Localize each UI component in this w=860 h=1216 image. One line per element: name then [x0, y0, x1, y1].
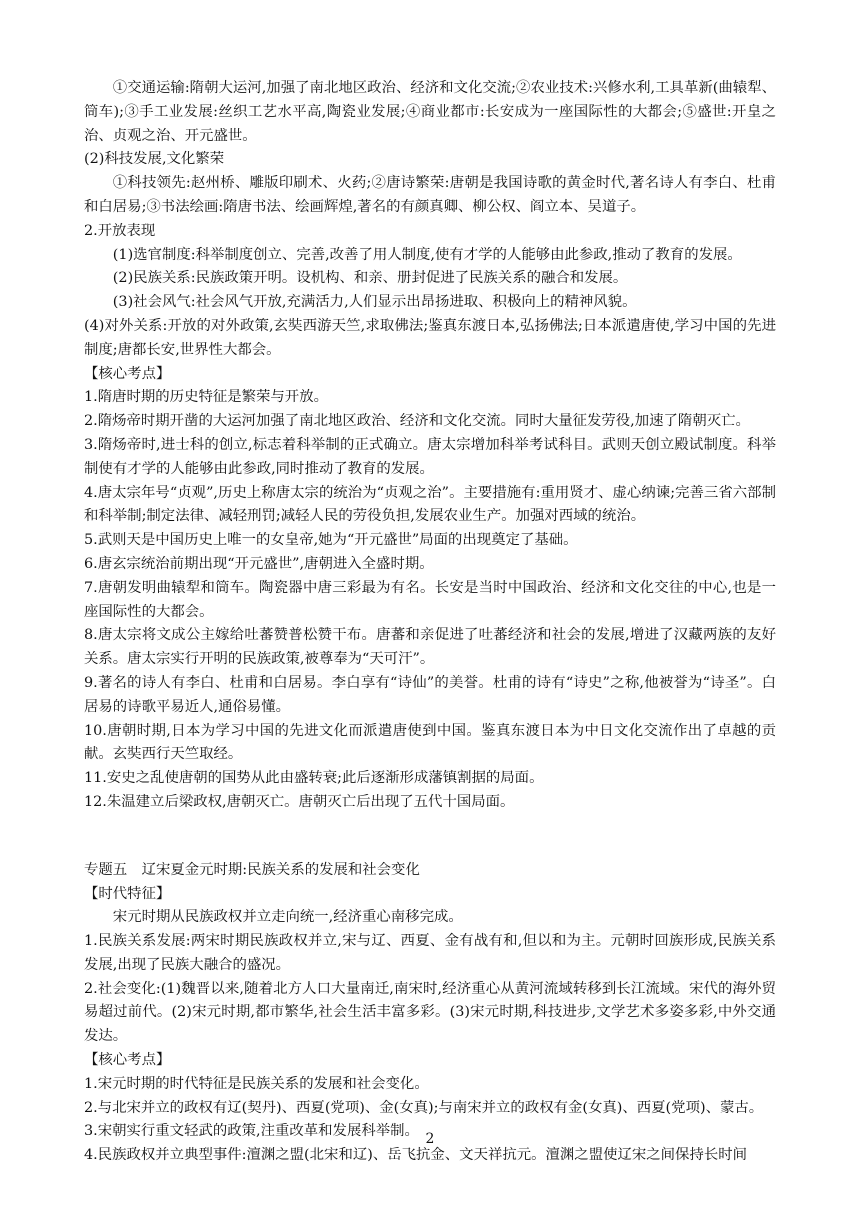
paragraph: 1.民族关系发展:两宋时期民族政权并立,宋与辽、西夏、金有战有和,但以和为主。元朝时回族形成,民族关系发展,出现了民族大融合的盛况。 [84, 933, 776, 973]
paragraph: (3)社会风气:社会风气开放,充满活力,人们显示出昂扬进取、积极向上的精神风貌。 [112, 294, 637, 311]
page-number: 2 [425, 1131, 435, 1147]
paragraph: 5.武则天是中国历史上唯一的女皇帝,她为“开元盛世”局面的出现奠定了基础。 [84, 532, 578, 549]
paragraph: 4.民族政权并立典型事件:澶渊之盟(北宋和辽)、岳飞抗金、文天祥抗元。澶渊之盟使辽宋之间保持长时间 [84, 1147, 747, 1164]
paragraph: 【核心考点】 [84, 365, 171, 382]
paragraph: 【时代特征】 [84, 885, 171, 902]
paragraph: 1.隋唐时期的历史特征是繁荣与开放。 [84, 389, 328, 406]
paragraph: (2)民族关系:民族政策开明。设机构、和亲、册封促进了民族关系的融合和发展。 [112, 270, 628, 287]
paragraph: 11.安史之乱使唐朝的国势从此由盛转衰;此后逐渐形成藩镇割据的局面。 [84, 770, 544, 787]
paragraph: 10.唐朝时期,日本为学习中国的先进文化而派遣唐使到中国。鉴真东渡日本为中日文化交流作出了卓越的贡献。玄奘西行天竺取经。 [84, 722, 776, 763]
paragraph: 3.隋炀帝时,进士科的创立,标志着科举制的正式确立。唐太宗增加科举考试科目。武则天创立殿试制度。科举制使有才学的人能够由此参政,同时推动了教育的发展。 [84, 436, 776, 477]
paragraph: 6.唐玄宗统治前期出现“开元盛世”,唐朝进入全盛时期。 [84, 555, 434, 572]
paragraph: 2.与北宋并立的政权有辽(契丹)、西夏(党项)、金(女真);与南宋并立的政权有金(女真)、西夏(党项)、蒙古。 [84, 1099, 764, 1116]
paragraph: 【核心考点】 [84, 1052, 171, 1069]
paragraph: 8.唐太宗将文成公主嫁给吐蕃赞普松赞干布。唐蕃和亲促进了吐蕃经济和社会的发展,增进了汉藏两族的友好关系。唐太宗实行开明的民族政策,被尊奉为“天可汗”。 [84, 627, 776, 668]
paragraph: (4)对外关系:开放的对外政策,玄奘西游天竺,求取佛法;鉴真东渡日本,弘扬佛法;日本派遣唐使,学习中国的先进制度;唐都长安,世界性大都会。 [84, 317, 776, 358]
paragraph: 2.社会变化:(1)魏晋以来,随着北方人口大量南迁,南宋时,经济重心从黄河流域转移到长江流域。宋代的海外贸易超过前代。(2)宋元时期,都市繁华,社会生活丰富多彩。(3)宋元时期,科技进步,文学艺术多姿多彩,中外交通发达。 [84, 980, 776, 1045]
paragraph: 9.著名的诗人有李白、杜甫和白居易。李白享有“诗仙”的美誉。杜甫的诗有“诗史”之称,他被誉为“诗圣”。白居易的诗歌平易近人,通俗易懂。 [84, 674, 776, 715]
paragraph: 3.宋朝实行重文轻武的政策,注重改革和发展科举制。 [84, 1123, 419, 1140]
document-body [84, 77, 776, 1168]
paragraph: 4.唐太宗年号“贞观”,历史上称唐太宗的统治为“贞观之治”。主要措施有:重用贤才、虚心纳谏;完善三省六部制和科举制;制定法律、减轻刑罚;减轻人民的劳役负担,发展农业生产。加强对西域的统治。 [84, 484, 776, 525]
paragraph: ①交通运输:隋朝大运河,加强了南北地区政治、经济和文化交流;②农业技术:兴修水利,工具革新(曲辕犁、筒车);③手工业发展:丝织工艺水平高,陶瓷业发展;④商业都市:长安成为一座国际性的大都会;⑤盛世:开皇之治、贞观之治、开元盛世。 [84, 80, 776, 144]
paragraph: 2.隋炀帝时期开凿的大运河加强了南北地区政治、经济和文化交流。同时大量征发劳役,加速了隋朝灭亡。 [84, 413, 750, 430]
paragraph: 2.开放表现 [84, 222, 156, 239]
paragraph: 宋元时期从民族政权并立走向统一,经济重心南移完成。 [112, 909, 463, 926]
paragraph: ①科技领先:赵州桥、雕版印刷术、火药;②唐诗繁荣:唐朝是我国诗歌的黄金时代,著名诗人有李白、杜甫和白居易;③书法绘画:隋唐书法、绘画辉煌,著名的有颜真卿、柳公权、阎立本、吴道子。 [84, 175, 776, 215]
paragraph: 专题五 辽宋夏金元时期:民族关系的发展和社会变化 [84, 861, 420, 878]
paragraph: 7.唐朝发明曲辕犁和筒车。陶瓷器中唐三彩最为有名。长安是当时中国政治、经济和文化交往的中心,也是一座国际性的大都会。 [84, 579, 776, 620]
paragraph: (2)科技发展,文化繁荣 [84, 151, 225, 168]
paragraph: 1.宋元时期的时代特征是民族关系的发展和社会变化。 [84, 1075, 429, 1092]
paragraph: 12.朱温建立后梁政权,唐朝灭亡。唐朝灭亡后出现了五代十国局面。 [84, 793, 515, 810]
section-gap [84, 815, 776, 859]
paragraph: (1)选官制度:科举制度创立、完善,改善了用人制度,使有才学的人能够由此参政,推动了教育的发展。 [112, 246, 742, 263]
